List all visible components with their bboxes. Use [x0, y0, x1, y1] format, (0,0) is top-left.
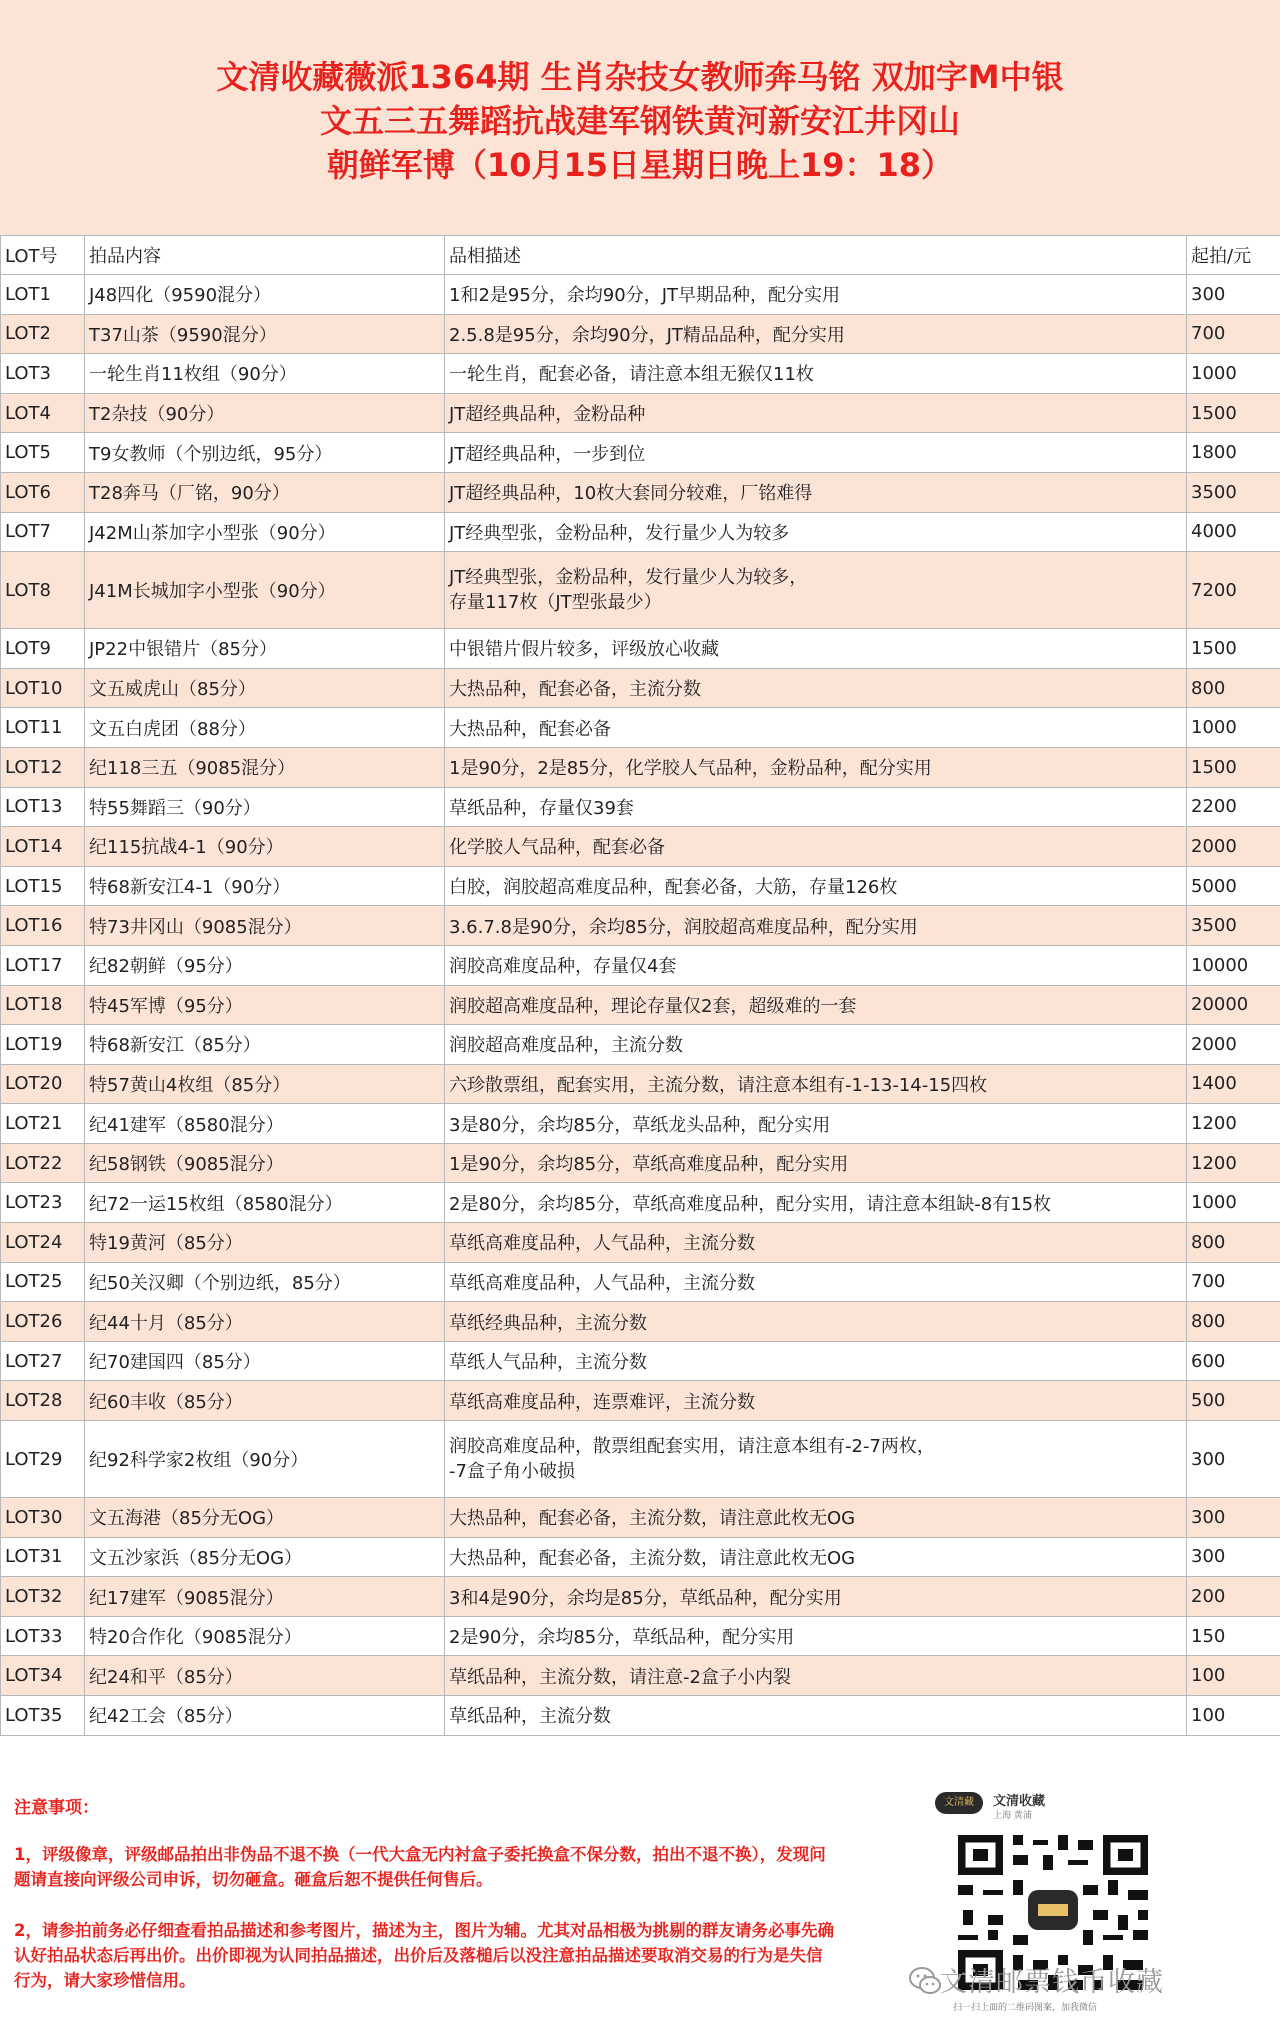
lot-number: LOT15	[1, 866, 85, 906]
lot-description: 草纸高难度品种，人气品种，主流分数	[445, 1262, 1187, 1302]
table-row	[1, 552, 1280, 629]
lot-description-line-2: 存量117枚（JT型张最少）	[449, 592, 662, 614]
title-line-2: 文五三五舞蹈抗战建军钢铁黄河新安江井冈山	[319, 102, 960, 140]
lot-description: 润胶超高难度品种，主流分数	[445, 1025, 1187, 1065]
lot-start-price: 1200	[1187, 1104, 1280, 1144]
lot-item: T37山茶（9590混分）	[85, 314, 445, 354]
header-price: 起拍/元	[1187, 236, 1280, 275]
lot-description: 草纸人气品种，主流分数	[445, 1341, 1187, 1381]
lot-start-price: 300	[1187, 1421, 1280, 1498]
lot-number: LOT28	[1, 1381, 85, 1421]
lot-start-price: 700	[1187, 314, 1280, 354]
lot-number: LOT20	[1, 1064, 85, 1104]
lot-description: 润胶高难度品种，存量仅4套	[445, 945, 1187, 985]
table-row	[1, 354, 1280, 394]
table-row	[1, 787, 1280, 827]
lot-number: LOT27	[1, 1341, 85, 1381]
lot-start-price: 1800	[1187, 433, 1280, 473]
table-row	[1, 1064, 1280, 1104]
lot-description: 3和4是90分，余均是85分，草纸品种，配分实用	[445, 1577, 1187, 1617]
lot-item: 纪115抗战4-1（90分）	[85, 827, 445, 867]
lot-description: JT超经典品种，金粉品种	[445, 393, 1187, 433]
lot-start-price: 300	[1187, 275, 1280, 315]
lot-start-price: 100	[1187, 1696, 1280, 1736]
lot-number: LOT25	[1, 1262, 85, 1302]
lot-number: LOT30	[1, 1498, 85, 1538]
lot-item: 文五威虎山（85分）	[85, 668, 445, 708]
lot-start-price: 1000	[1187, 354, 1280, 394]
table-row	[1, 1421, 1280, 1498]
lot-start-price: 2000	[1187, 1025, 1280, 1065]
lot-number: LOT1	[1, 275, 85, 315]
lot-description: 大热品种，配套必备，主流分数，请注意此枚无OG	[445, 1498, 1187, 1538]
lot-start-price: 10000	[1187, 945, 1280, 985]
lot-start-price: 1000	[1187, 1183, 1280, 1223]
table-row	[1, 629, 1280, 669]
lot-item: 纪24和平（85分）	[85, 1656, 445, 1696]
lot-number: LOT22	[1, 1143, 85, 1183]
table-row	[1, 433, 1280, 473]
lot-number: LOT31	[1, 1537, 85, 1577]
header-desc: 品相描述	[445, 236, 1187, 275]
table-row	[1, 1262, 1280, 1302]
qr-location: 上海 黄浦	[993, 1811, 1032, 1821]
lot-item: 特73井冈山（9085混分）	[85, 906, 445, 946]
lot-item: 纪70建国四（85分）	[85, 1341, 445, 1381]
lot-start-price: 4000	[1187, 512, 1280, 552]
table-row	[1, 1104, 1280, 1144]
lot-item: 纪50关汉卿（个别边纸，85分）	[85, 1262, 445, 1302]
lot-description-line-1: JT经典型张，金粉品种，发行量少人为较多，	[449, 567, 808, 589]
table-row	[1, 1577, 1280, 1617]
lot-start-price: 1400	[1187, 1064, 1280, 1104]
lot-description-line-2: -7盒子角小破损	[449, 1461, 575, 1483]
lot-description: 大热品种，配套必备，主流分数，请注意此枚无OG	[445, 1537, 1187, 1577]
table-row	[1, 472, 1280, 512]
lot-number: LOT19	[1, 1025, 85, 1065]
lot-item: 纪82朝鲜（95分）	[85, 945, 445, 985]
lot-item: 文五沙家浜（85分无OG）	[85, 1537, 445, 1577]
table-row	[1, 1656, 1280, 1696]
lot-item: 文五海港（85分无OG）	[85, 1498, 445, 1538]
lot-item: J41M长城加字小型张（90分）	[85, 552, 445, 629]
lot-item: 纪42工会（85分）	[85, 1696, 445, 1736]
lot-item: 特20合作化（9085混分）	[85, 1616, 445, 1656]
lot-description: 草纸品种，主流分数，请注意-2盒子小内裂	[445, 1656, 1187, 1696]
qr-caption: 扫一扫上面的二维码图案，加我微信	[953, 2003, 1098, 2013]
lot-number: LOT16	[1, 906, 85, 946]
notes-paragraph-1: 1，评级像章，评级邮品拍出非伪品不退不换（一代大盒无内衬盒子委托换盒不保分数，拍出不退不换），发现问题请直接向评级公司申诉，切勿砸盒。砸盒后恕不提供任何售后。	[14, 1845, 826, 1889]
lot-item: 特68新安江4-1（90分）	[85, 866, 445, 906]
lot-number: LOT10	[1, 668, 85, 708]
lot-description	[445, 552, 1187, 629]
table-row	[1, 866, 1280, 906]
lot-start-price: 1200	[1187, 1143, 1280, 1183]
lot-start-price: 200	[1187, 1577, 1280, 1617]
lot-description: 六珍散票组，配套实用，主流分数，请注意本组有-1-13-14-15四枚	[445, 1064, 1187, 1104]
lot-item: T2杂技（90分）	[85, 393, 445, 433]
lot-description: 2.5.8是95分，余均90分，JT精品品种，配分实用	[445, 314, 1187, 354]
lot-number: LOT18	[1, 985, 85, 1025]
lot-start-price: 5000	[1187, 866, 1280, 906]
lot-number: LOT14	[1, 827, 85, 867]
lot-description: JT经典型张，金粉品种，发行量少人为较多	[445, 512, 1187, 552]
table-row	[1, 708, 1280, 748]
lot-start-price: 150	[1187, 1616, 1280, 1656]
table-row	[1, 827, 1280, 867]
lot-number: LOT8	[1, 552, 85, 629]
table-row	[1, 1381, 1280, 1421]
lot-number: LOT33	[1, 1616, 85, 1656]
lot-start-price: 800	[1187, 1223, 1280, 1263]
lot-start-price: 1000	[1187, 708, 1280, 748]
lot-number: LOT29	[1, 1421, 85, 1498]
lot-item: 纪41建军（8580混分）	[85, 1104, 445, 1144]
lot-item: 特19黄河（85分）	[85, 1223, 445, 1263]
lot-description	[445, 1421, 1187, 1498]
lot-start-price: 1500	[1187, 393, 1280, 433]
lot-item: T28奔马（厂铭，90分）	[85, 472, 445, 512]
lot-start-price: 3500	[1187, 906, 1280, 946]
table-row	[1, 747, 1280, 787]
table-row	[1, 1616, 1280, 1656]
table-row	[1, 1498, 1280, 1538]
lot-start-price: 100	[1187, 1656, 1280, 1696]
table-row	[1, 393, 1280, 433]
lot-number: LOT34	[1, 1656, 85, 1696]
table-row	[1, 985, 1280, 1025]
lot-number: LOT2	[1, 314, 85, 354]
lot-start-price: 600	[1187, 1341, 1280, 1381]
lot-number: LOT3	[1, 354, 85, 394]
header-lot: LOT号	[1, 236, 85, 275]
lot-description: 1是90分，2是85分，化学胶人气品种，金粉品种，配分实用	[445, 747, 1187, 787]
table-header-row	[1, 236, 1280, 275]
lot-description: 大热品种，配套必备，主流分数	[445, 668, 1187, 708]
table-row	[1, 906, 1280, 946]
lot-number: LOT12	[1, 747, 85, 787]
lot-item: 纪17建军（9085混分）	[85, 1577, 445, 1617]
lot-description: 草纸高难度品种，连票难评，主流分数	[445, 1381, 1187, 1421]
lot-start-price: 300	[1187, 1498, 1280, 1538]
lot-number: LOT17	[1, 945, 85, 985]
header-banner	[0, 0, 1280, 235]
lot-start-price: 1500	[1187, 747, 1280, 787]
lot-number: LOT13	[1, 787, 85, 827]
lot-item: 特57黄山4枚组（85分）	[85, 1064, 445, 1104]
lot-start-price: 7200	[1187, 552, 1280, 629]
lot-description: JT超经典品种，10枚大套同分较难，厂铭难得	[445, 472, 1187, 512]
lot-description: 草纸高难度品种，人气品种，主流分数	[445, 1223, 1187, 1263]
lot-description: 中银错片假片较多，评级放心收藏	[445, 629, 1187, 669]
lot-item: 特55舞蹈三（90分）	[85, 787, 445, 827]
lot-description: 草纸经典品种，主流分数	[445, 1302, 1187, 1342]
lot-start-price: 800	[1187, 1302, 1280, 1342]
lot-number: LOT32	[1, 1577, 85, 1617]
lot-number: LOT6	[1, 472, 85, 512]
lot-number: LOT7	[1, 512, 85, 552]
lot-description: 草纸品种，主流分数	[445, 1696, 1187, 1736]
lot-start-price: 800	[1187, 668, 1280, 708]
lot-description: 1是90分，余均85分，草纸高难度品种，配分实用	[445, 1143, 1187, 1183]
lot-number: LOT4	[1, 393, 85, 433]
lot-item: 特45军博（95分）	[85, 985, 445, 1025]
lot-description-line-1: 润胶高难度品种，散票组配套实用，请注意本组有-2-7两枚，	[449, 1436, 935, 1458]
lot-number: LOT23	[1, 1183, 85, 1223]
lot-start-price: 3500	[1187, 472, 1280, 512]
lot-number: LOT26	[1, 1302, 85, 1342]
table-row	[1, 1025, 1280, 1065]
lot-description: 2是90分，余均85分，草纸品种，配分实用	[445, 1616, 1187, 1656]
title-line-3: 朝鲜军博（10月15日星期日晚上19：18）	[326, 146, 954, 184]
lot-item: 文五白虎团（88分）	[85, 708, 445, 748]
lot-number: LOT21	[1, 1104, 85, 1144]
qr-card	[935, 1780, 1165, 2013]
lot-start-price: 20000	[1187, 985, 1280, 1025]
lot-description: 润胶超高难度品种，理论存量仅2套，超级难的一套	[445, 985, 1187, 1025]
lot-start-price: 700	[1187, 1262, 1280, 1302]
lot-number: LOT11	[1, 708, 85, 748]
notes-paragraph-2: 2，请参拍前务必仔细查看拍品描述和参考图片，描述为主，图片为辅。尤其对品相极为挑剔的群友请务必事先确认好拍品状态后再出价。出价即视为认同拍品描述，出价后及落槌后以没注意拍品描述要取消交易的行为是失信行为，请大家珍惜信用。	[14, 1921, 834, 1990]
lot-start-price: 1500	[1187, 629, 1280, 669]
table-row	[1, 512, 1280, 552]
lot-number: LOT35	[1, 1696, 85, 1736]
table-row	[1, 314, 1280, 354]
lot-item: 纪72一运15枚组（8580混分）	[85, 1183, 445, 1223]
lot-item: J48四化（9590混分）	[85, 275, 445, 315]
lot-item: 纪118三五（9085混分）	[85, 747, 445, 787]
lot-number: LOT24	[1, 1223, 85, 1263]
lot-start-price: 2200	[1187, 787, 1280, 827]
lot-description: 草纸品种，存量仅39套	[445, 787, 1187, 827]
lot-description: 1和2是95分，余均90分，JT早期品种，配分实用	[445, 275, 1187, 315]
lot-item: 一轮生肖11枚组（90分）	[85, 354, 445, 394]
lot-number: LOT9	[1, 629, 85, 669]
table-row	[1, 1223, 1280, 1263]
lot-start-price: 500	[1187, 1381, 1280, 1421]
lot-item: 特68新安江（85分）	[85, 1025, 445, 1065]
wechat-icon	[908, 1964, 942, 1998]
lot-item: 纪44十月（85分）	[85, 1302, 445, 1342]
qr-account-name: 文清收藏	[993, 1794, 1046, 1809]
lot-number: LOT5	[1, 433, 85, 473]
header-item: 拍品内容	[85, 236, 445, 275]
lot-start-price: 2000	[1187, 827, 1280, 867]
table-row	[1, 945, 1280, 985]
lot-item: T9女教师（个别边纸，95分）	[85, 433, 445, 473]
table-row	[1, 1696, 1280, 1736]
table-row	[1, 668, 1280, 708]
lot-description: 3是80分，余均85分，草纸龙头品种，配分实用	[445, 1104, 1187, 1144]
shop-logo: 文清藏	[935, 1792, 983, 1814]
lot-start-price: 300	[1187, 1537, 1280, 1577]
lot-description: 3.6.7.8是90分，余均85分，润胶超高难度品种，配分实用	[445, 906, 1187, 946]
lot-description: 一轮生肖，配套必备，请注意本组无猴仅11枚	[445, 354, 1187, 394]
lot-item: 纪92科学家2枚组（90分）	[85, 1421, 445, 1498]
watermark-text: 文清邮票钱币收藏	[940, 1967, 1164, 1998]
lot-description: 2是80分，余均85分，草纸高难度品种，配分实用，请注意本组缺-8有15枚	[445, 1183, 1187, 1223]
lot-item: JP22中银错片（85分）	[85, 629, 445, 669]
lot-description: 化学胶人气品种，配套必备	[445, 827, 1187, 867]
lot-item: 纪58钢铁（9085混分）	[85, 1143, 445, 1183]
table-row	[1, 1341, 1280, 1381]
lot-table	[0, 235, 1280, 1736]
lot-item: 纪60丰收（85分）	[85, 1381, 445, 1421]
notes-title: 注意事项：	[14, 1798, 99, 1818]
lot-description: 大热品种，配套必备	[445, 708, 1187, 748]
table-row	[1, 275, 1280, 315]
title-line-1: 文清收藏薇派1364期 生肖杂技女教师奔马铭 双加字M中银	[216, 58, 1064, 96]
lot-item: J42M山茶加字小型张（90分）	[85, 512, 445, 552]
table-row	[1, 1302, 1280, 1342]
table-row	[1, 1143, 1280, 1183]
lot-description: 白胶，润胶超高难度品种，配套必备，大筋，存量126枚	[445, 866, 1187, 906]
table-row	[1, 1183, 1280, 1223]
lot-description: JT超经典品种，一步到位	[445, 433, 1187, 473]
table-row	[1, 1537, 1280, 1577]
